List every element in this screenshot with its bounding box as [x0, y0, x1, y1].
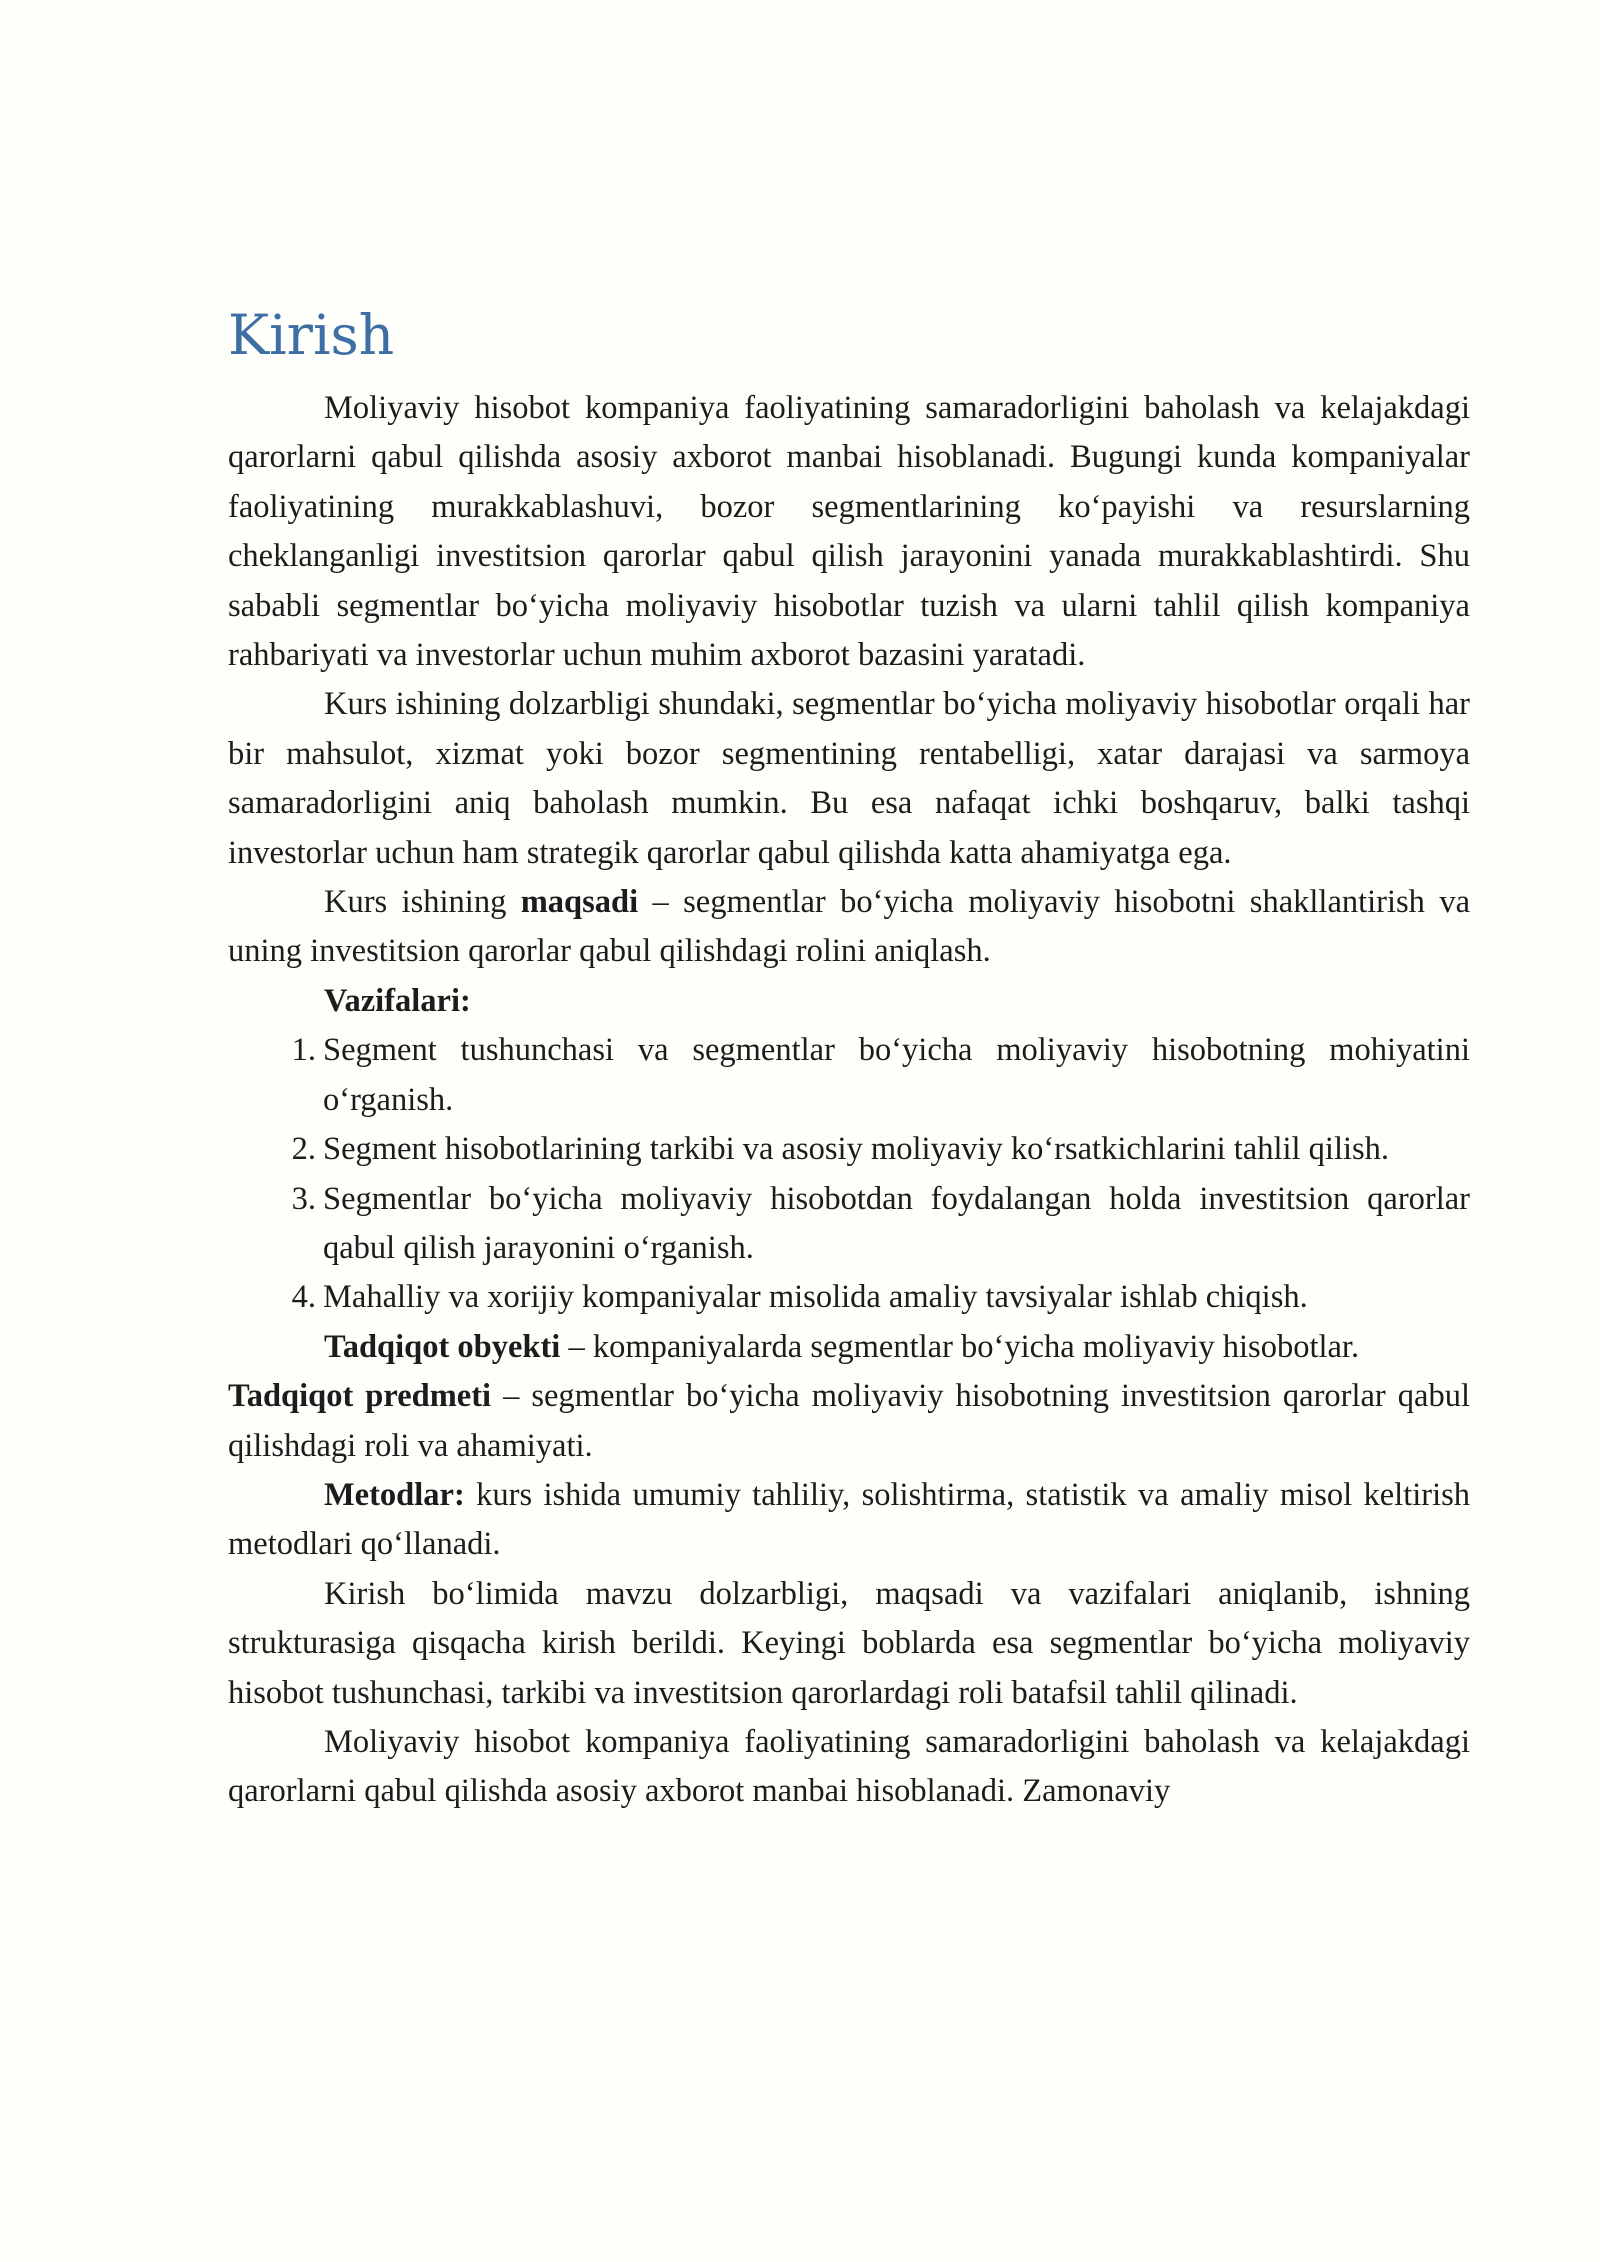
list-item: [228, 1125, 1470, 1174]
research-subject-text: – segmentlar bo‘yicha moliyaviy hisobotning investitsion qarorlar qabul qilishdagi roli va ahamiyati.: [228, 1378, 1470, 1464]
methods-text: kurs ishida umumiy tahliliy, solishtirma, statistik va amaliy misol keltirish metodlari qo‘llanadi.: [228, 1476, 1470, 1563]
paragraph-goal: [228, 878, 1470, 977]
research-subject-term: Tadqiqot predmeti: [228, 1378, 492, 1415]
paragraph-relevance: Kurs ishining dolzarbligi shundaki, segmentlar bo‘yicha moliyaviy hisobotlar orqali har bir mahsulot, xizmat yoki bozor segmentining rentabelligi, xatar darajasi va sarmoya samaradorligini aniq baholash mumkin. Bu esa nafaqat ichki boshqaruv, balki tashqi investorlar uchun ham strategik qarorlar qabul qilishda katta ahamiyatga ega.: [228, 686, 1470, 871]
list-item-number: 4.: [291, 1279, 316, 1316]
list-item-number: 3.: [291, 1180, 316, 1217]
document-page: [228, 300, 1470, 1817]
list-item-text: Mahalliy va xorijiy kompaniyalar misolida amaliy tavsiyalar ishlab chiqish.: [323, 1279, 1308, 1316]
paragraph-intro-summary: Kirish bo‘limida mavzu dolzarbligi, maqsadi va vazifalari aniqlanib, ishning strukturasiga qisqacha kirish berildi. Keyingi boblarda esa segmentlar bo‘yicha moliyaviy hisobot tushunchasi, tarkibi va investitsion qarorlardagi roli batafsil tahlil qilinadi.: [228, 1575, 1470, 1711]
research-object-text: – kompaniyalarda segmentlar bo‘yicha moliyaviy hisobotlar.: [560, 1328, 1360, 1365]
paragraph-methods: [228, 1471, 1470, 1570]
tasks-list: [228, 1026, 1470, 1322]
list-item-number: 1.: [291, 1032, 316, 1069]
list-item-text: Segmentlar bo‘yicha moliyaviy hisobotdan foydalangan holda investitsion qarorlar qabul qilish jarayonini o‘rganish.: [323, 1180, 1470, 1266]
paragraph-research-object: [228, 1323, 1470, 1372]
paragraph-research-subject: [228, 1372, 1470, 1471]
list-item: [228, 1273, 1470, 1322]
page-title: Kirish: [228, 303, 395, 367]
tasks-heading: Vazifalari:: [324, 982, 471, 1019]
list-item: [228, 1175, 1470, 1274]
paragraph-continued: Moliyaviy hisobot kompaniya faoliyatining samaradorligini baholash va kelajakdagi qarorlarni qabul qilishda asosiy axborot manbai hisoblanadi. Zamonaviy: [228, 1723, 1470, 1810]
list-item: [228, 1026, 1470, 1125]
goal-text: – segmentlar bo‘yicha moliyaviy hisobotni shakllantirish va uning investitsion qarorlar qabul qilishdagi rolini aniqlash.: [228, 884, 1470, 970]
list-item-text: Segment hisobotlarining tarkibi va asosiy moliyaviy ko‘rsatkichlarini tahlil qilish.: [323, 1131, 1390, 1168]
list-item-text: Segment tushunchasi va segmentlar bo‘yicha moliyaviy hisobotning mohiyatini o‘rganish.: [323, 1032, 1470, 1118]
goal-term: maqsadi: [520, 884, 639, 921]
tasks-heading-paragraph: [228, 977, 1470, 1026]
methods-term: Metodlar:: [324, 1476, 465, 1513]
paragraph-intro: Moliyaviy hisobot kompaniya faoliyatining samaradorligini baholash va kelajakdagi qarorlarni qabul qilishda asosiy axborot manbai hisoblanadi. Bugungi kunda kompaniyalar faoliyatining murakkablashuvi, bozor segmentlarining ko‘payishi va resurslarning cheklanganligi investitsion qarorlar qabul qilish jarayonini yanada murakkablashtirdi. Shu sababli segmentlar bo‘yicha moliyaviy hisobotlar tuzish va ularni tahlil qilish kompaniya rahbariyati va investorlar uchun muhim axborot bazasini yaratadi.: [228, 390, 1470, 674]
goal-lead: Kurs ishining: [324, 884, 521, 921]
list-item-number: 2.: [291, 1131, 316, 1168]
research-object-term: Tadqiqot obyekti: [324, 1328, 561, 1365]
